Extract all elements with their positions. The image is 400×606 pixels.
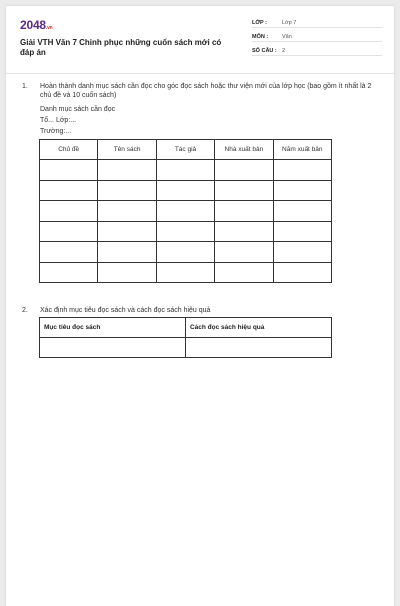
table-cell[interactable] xyxy=(156,180,214,201)
meta-key: MÔN : xyxy=(252,33,269,40)
book-list-table xyxy=(39,139,332,283)
table-header-row xyxy=(40,318,332,338)
meta-row-question-count xyxy=(252,46,382,56)
school-line: Trường:... xyxy=(40,128,72,135)
question-number: 1. xyxy=(22,83,28,90)
table-row xyxy=(40,262,332,283)
group-class-line: Tổ... Lớp:... xyxy=(40,117,77,124)
table-cell[interactable] xyxy=(98,221,156,242)
meta-value: 2 xyxy=(282,47,286,54)
table-row xyxy=(40,242,332,263)
meta-row-class xyxy=(252,18,382,28)
document-title: Giải VTH Văn 7 Chinh phục những cuốn sách mới có đáp án xyxy=(20,38,222,57)
reading-goals-table xyxy=(39,317,332,358)
table-cell[interactable] xyxy=(185,338,331,358)
table-header-row xyxy=(40,140,332,160)
column-header: Nhà xuất bản xyxy=(215,140,273,160)
table-cell[interactable] xyxy=(273,180,331,201)
column-header: Tác giả xyxy=(156,140,214,160)
document-meta xyxy=(252,18,382,60)
table-row xyxy=(40,221,332,242)
meta-key: SỐ CÂU : xyxy=(252,47,277,54)
table-cell[interactable] xyxy=(215,160,273,181)
column-header: Cách đọc sách hiệu quả xyxy=(185,318,331,338)
table-row xyxy=(40,338,332,358)
table-cell[interactable] xyxy=(40,201,98,222)
table-cell[interactable] xyxy=(40,242,98,263)
table-cell[interactable] xyxy=(215,180,273,201)
document-page xyxy=(6,6,394,606)
table-cell[interactable] xyxy=(156,242,214,263)
table-cell[interactable] xyxy=(156,262,214,283)
table-cell[interactable] xyxy=(156,160,214,181)
meta-key: LỚP : xyxy=(252,19,267,26)
table-cell[interactable] xyxy=(273,242,331,263)
meta-value: Lớp 7 xyxy=(282,19,297,26)
table-cell[interactable] xyxy=(156,221,214,242)
book-list-title: Danh mục sách cần đọc xyxy=(40,106,116,113)
table-cell[interactable] xyxy=(156,201,214,222)
question-text: Xác định mục tiêu đọc sách và cách đọc sách hiệu quả xyxy=(40,307,211,314)
table-row xyxy=(40,160,332,181)
question-text: Hoàn thành danh mục sách cần đọc cho góc đọc sách hoặc thư viện mới của lớp học (bao gồm ít nhất là 2 chủ đề và 10 cuốn sách) xyxy=(40,83,372,99)
table-cell[interactable] xyxy=(98,262,156,283)
table-cell[interactable] xyxy=(40,262,98,283)
table-cell[interactable] xyxy=(98,242,156,263)
question-2 xyxy=(22,306,382,316)
column-header: Tên sách xyxy=(98,140,156,160)
table-row xyxy=(40,201,332,222)
meta-row-subject xyxy=(252,32,382,42)
table-cell[interactable] xyxy=(273,262,331,283)
table-cell[interactable] xyxy=(273,201,331,222)
table-cell[interactable] xyxy=(215,242,273,263)
site-logo[interactable] xyxy=(20,18,53,32)
table-cell[interactable] xyxy=(215,201,273,222)
table-cell[interactable] xyxy=(98,180,156,201)
column-header: Năm xuất bản xyxy=(273,140,331,160)
table-cell[interactable] xyxy=(40,160,98,181)
table-cell[interactable] xyxy=(215,262,273,283)
table-cell[interactable] xyxy=(98,201,156,222)
header-divider xyxy=(6,73,394,74)
question-1 xyxy=(22,82,382,102)
question-number: 2. xyxy=(22,307,28,314)
table-cell[interactable] xyxy=(273,160,331,181)
logo-suffix: .vn xyxy=(45,25,53,31)
table-cell[interactable] xyxy=(98,160,156,181)
table-cell[interactable] xyxy=(40,180,98,201)
column-header: Mục tiêu đọc sách xyxy=(40,318,186,338)
table-cell[interactable] xyxy=(273,221,331,242)
column-header: Chủ đề xyxy=(40,140,98,160)
table-row xyxy=(40,180,332,201)
table-cell[interactable] xyxy=(215,221,273,242)
table-cell[interactable] xyxy=(40,338,186,358)
table-cell[interactable] xyxy=(40,221,98,242)
meta-value: Văn xyxy=(282,33,292,40)
logo-text: 2048 xyxy=(20,18,46,32)
